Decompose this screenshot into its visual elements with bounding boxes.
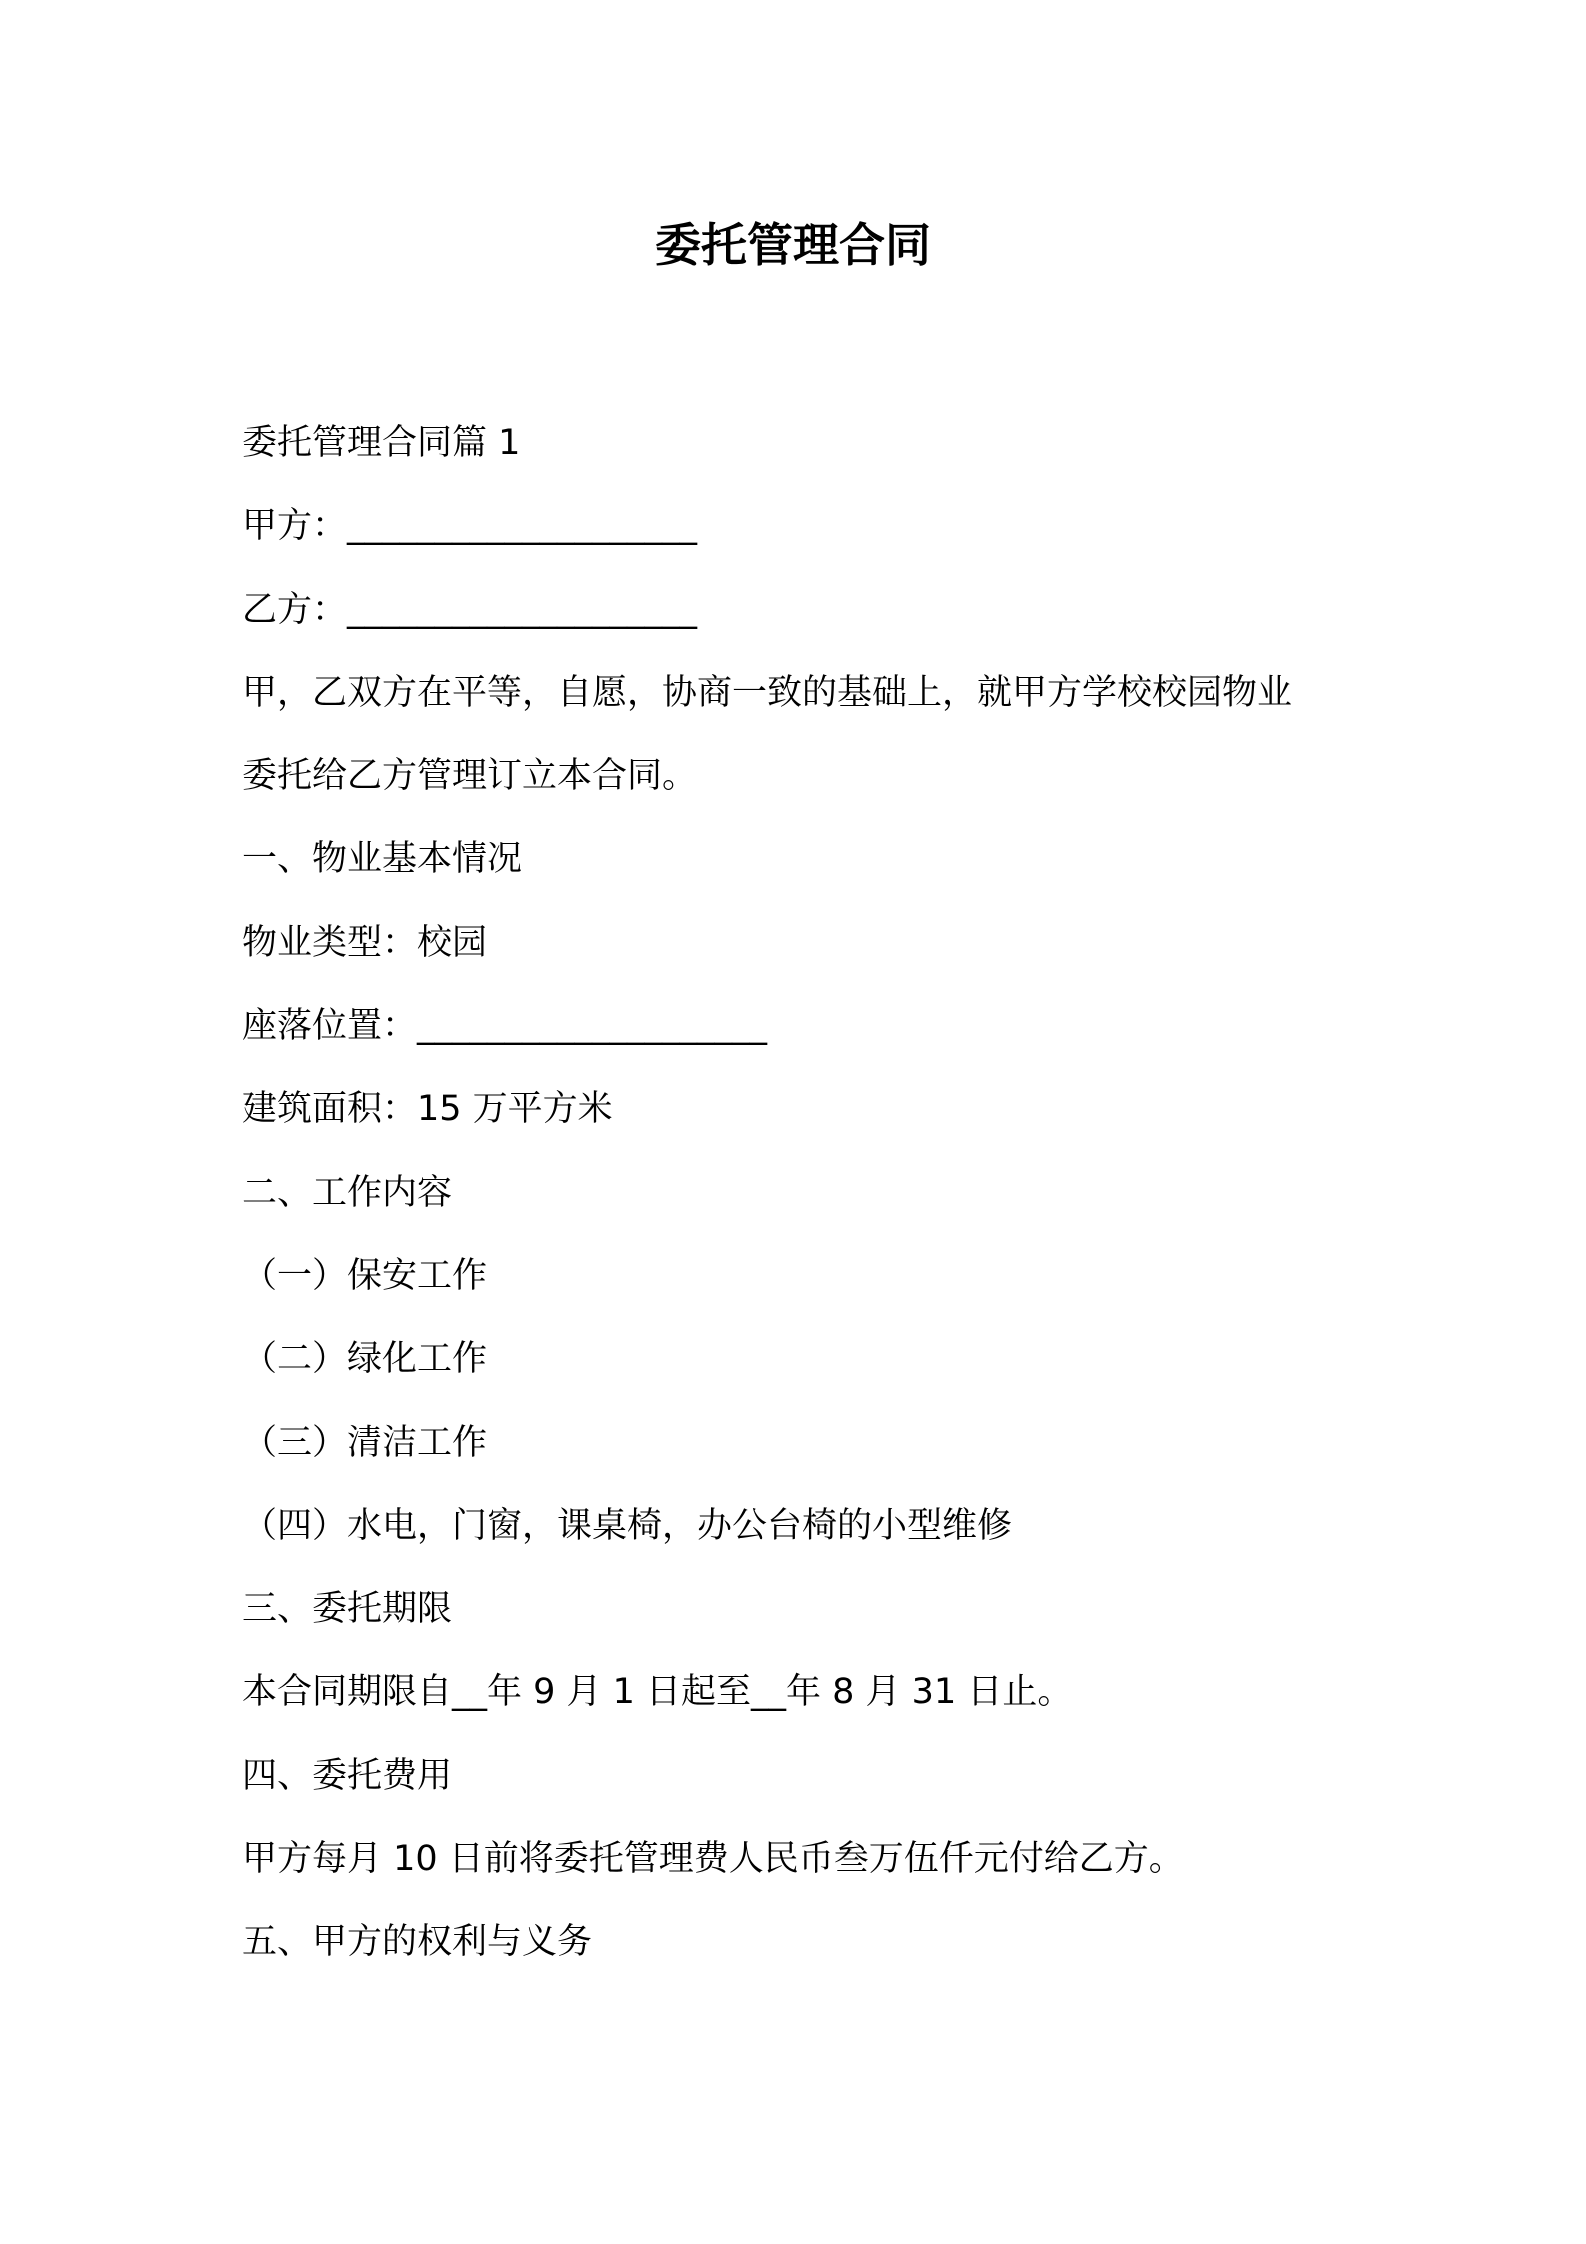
section-heading-part-1: 委托管理合同篇 1 (242, 423, 521, 463)
clause-heading-1: 一、物业基本情况 (242, 839, 523, 880)
property-type-line: 物业类型：校园 (242, 922, 488, 963)
term-line: 本合同期限自__年 9 月 1 日起至__年 8 月 31 日止。 (242, 1672, 1073, 1713)
party-a-line: 甲方：____________________ (242, 506, 698, 547)
property-location-line: 座落位置：____________________ (242, 1006, 768, 1047)
clause-heading-4: 四、委托费用 (242, 1755, 453, 1796)
clause-heading-2: 二、工作内容 (242, 1172, 453, 1213)
work-item-4: （四）水电，门窗，课桌椅，办公台椅的小型维修 (242, 1505, 1013, 1546)
building-area-line: 建筑面积：15 万平方米 (242, 1089, 613, 1130)
work-item-1: （一）保安工作 (242, 1255, 488, 1296)
document-body (242, 402, 1362, 1985)
work-item-3: （三）清洁工作 (242, 1422, 488, 1463)
document-title: 委托管理合同 (655, 218, 931, 272)
party-b-line: 乙方：____________________ (242, 589, 698, 630)
preamble-line-2: 委托给乙方管理订立本合同。 (242, 756, 698, 797)
preamble-line-1: 甲，乙双方在平等，自愿，协商一致的基础上，就甲方学校校园物业 (242, 672, 1293, 713)
clause-heading-3: 三、委托期限 (242, 1589, 453, 1630)
fee-line: 甲方每月 10 日前将委托管理费人民币叁万伍仟元付给乙方。 (242, 1839, 1184, 1880)
clause-heading-5: 五、甲方的权利与义务 (242, 1922, 593, 1963)
work-item-2: （二）绿化工作 (242, 1339, 488, 1380)
